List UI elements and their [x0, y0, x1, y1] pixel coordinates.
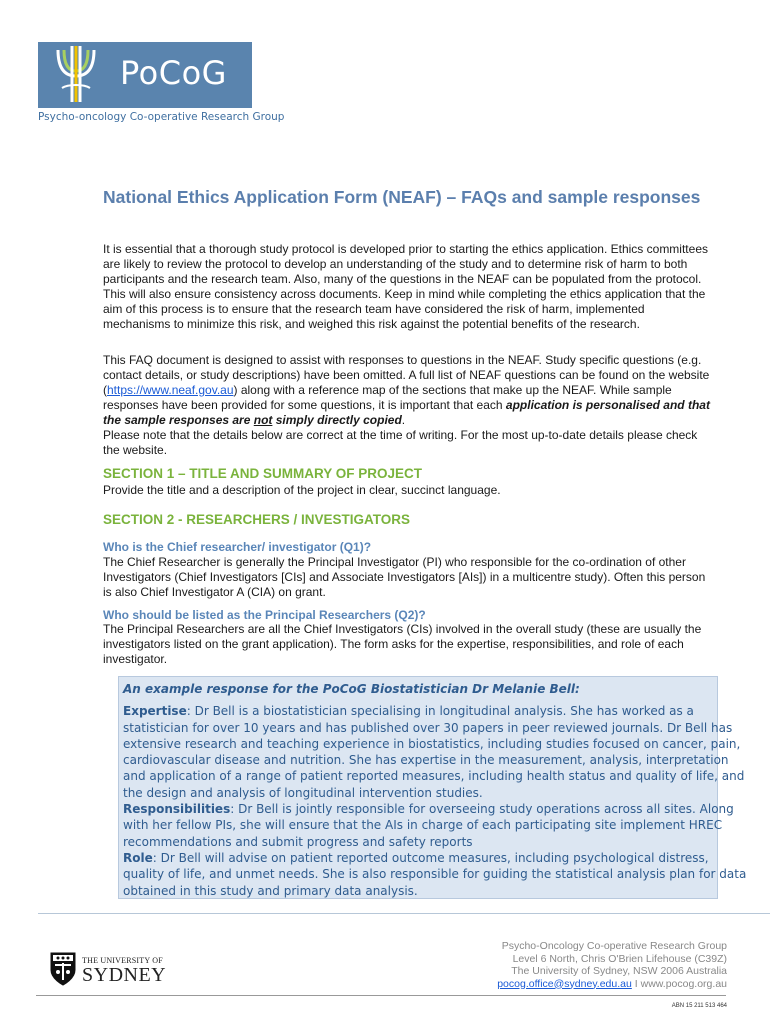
faq-emph-not: not: [253, 413, 273, 427]
example-line: and application of a range of patient reported measures, including health status and quality of life, and: [123, 769, 745, 784]
abn-number: ABN 15 211 513 464: [671, 1003, 727, 1009]
intro-paragraph: It is essential that a thorough study protocol is developed prior to starting the ethics application. Ethics committees are likely to review the protocol to develop an understanding of the study and to determine risk of harm to both participants and the research team. Also, many of the questions in the NEAF can be populated from the protocol. This will also ensure consistency across documents. Keep in mind while completing the ethics application that the aim of this process is to ensure that the research team have considered the risk of harm, implemented mechanisms to minimize this risk, and weighed this risk against the potential benefits of the research.: [103, 242, 708, 331]
expertise-text: : Dr Bell is a biostatistician specialising in longitudinal analysis. She has worked as a: [186, 704, 694, 719]
contact-separator: I: [631, 977, 641, 990]
faq-emph-2: simply directly copied: [272, 413, 402, 427]
role-label: Role: [123, 850, 153, 865]
example-line: the design and analysis of longitudinal intervention studies.: [123, 785, 483, 800]
question-1: Who is the Chief researcher/ investigator (Q1)?: [103, 540, 372, 554]
role-text: : Dr Bell will advise on patient reported outcome measures, including psychological distress,: [152, 850, 709, 865]
answer-2: The Principal Researchers are all the Chief Investigators (CIs) involved in the overall study (these are usually the investigators listed on the grant application). The form asks for the expertise, responsibilities, and role of each investigator.: [103, 622, 702, 666]
neaf-link[interactable]: https://www.neaf.gov.au: [107, 383, 234, 397]
responsibilities-text: : Dr Bell is jointly responsible for overseeing study operations across all sites. Along: [230, 802, 734, 817]
email-link[interactable]: pocog.office@sydney.edu.au: [497, 977, 632, 990]
logo-name: PoCoG: [120, 54, 227, 92]
contact-line: [497, 978, 727, 991]
example-line: with her fellow PIs, she will ensure that the AIs in charge of each participating site implement HREC: [123, 818, 723, 833]
university-name: SYDNEY: [82, 964, 167, 986]
example-line: recommendations and submit progress and safety reports: [123, 834, 473, 849]
example-line: cardiovascular disease and nutrition. She has expertise in the measurement, analysis, interpretation: [123, 753, 729, 768]
psi-symbol-icon: [52, 44, 100, 106]
faq-paragraph: [103, 353, 715, 458]
example-line: quality of life, and unmet needs. She is also responsible for guiding the statistical analysis plan for data: [123, 867, 747, 882]
responsibilities-line: [123, 801, 734, 817]
university-crest-icon: [50, 952, 76, 986]
section-1-heading: SECTION 1 – TITLE AND SUMMARY OF PROJECT: [103, 466, 423, 481]
footer-divider: [38, 913, 770, 914]
expertise-label: Expertise: [123, 704, 187, 719]
responsibilities-label: Responsibilities: [123, 802, 231, 817]
address-line: Psycho-Oncology Co-operative Research Group: [501, 940, 727, 952]
faq-emph-1: application is personalised and that the sample responses are: [103, 398, 710, 427]
university-small-text: THE UNIVERSITY OF: [82, 956, 163, 965]
answer-1: The Chief Researcher is generally the Principal Investigator (PI) who responsible for the co-ordination of other Investigators (Chief Investigators [CIs] and Associate Investigators [AIs]) in a multicentre study). Often this person is also Chief Investigator A (CIA) on grant.: [103, 555, 706, 599]
example-line: statistician for over 10 years and has published over 30 papers in peer reviewed journals. Dr Bell has: [123, 720, 733, 735]
faq-text-1: This FAQ document is designed to assist with responses to questions in the NEAF. Study specific questions (e.g. contact details, or study descriptions) have been omitted. A full list of NEAF questions can be found on the website (: [103, 353, 710, 397]
university-logo: [50, 952, 200, 988]
role-line: [123, 850, 713, 866]
section-1-text: Provide the title and a description of the project in clear, succinct language.: [103, 483, 501, 497]
faq-text-3: .: [401, 413, 406, 427]
faq-text-4: Please note that the details below are correct at the time of writing. For the most up-to-date details please check the website.: [103, 428, 698, 457]
footer-address: [497, 940, 727, 990]
abn-divider: [36, 995, 726, 996]
example-response-box: [118, 676, 747, 899]
website-text: www.pocog.org.au: [640, 977, 727, 990]
address-line: Level 6 North, Chris O'Brien Lifehouse (C39Z): [512, 952, 727, 965]
address-line: The University of Sydney, NSW 2006 Australia: [511, 965, 727, 977]
logo-subtitle: Psycho-oncology Co-operative Research Group: [38, 111, 285, 123]
example-line: obtained in this study and primary data analysis.: [123, 883, 418, 898]
pocog-logo: [38, 42, 252, 108]
question-2: Who should be listed as the Principal Researchers (Q2)?: [103, 608, 426, 622]
page-title: National Ethics Application Form (NEAF) – FAQs and sample responses: [103, 187, 701, 207]
section-2-heading: SECTION 2 - RESEARCHERS / INVESTIGATORS: [103, 512, 411, 527]
example-heading: An example response for the PoCoG Biostatistician Dr Melanie Bell:: [123, 682, 580, 696]
example-line: extensive research and teaching experience in biostatistics, including studies focused on cancer, pain,: [123, 736, 741, 751]
expertise-line: [123, 703, 713, 719]
faq-text-2: ) along with a reference map of the sections that make up the NEAF. While sample responses have been provided for some questions, it is important that each: [103, 383, 672, 412]
